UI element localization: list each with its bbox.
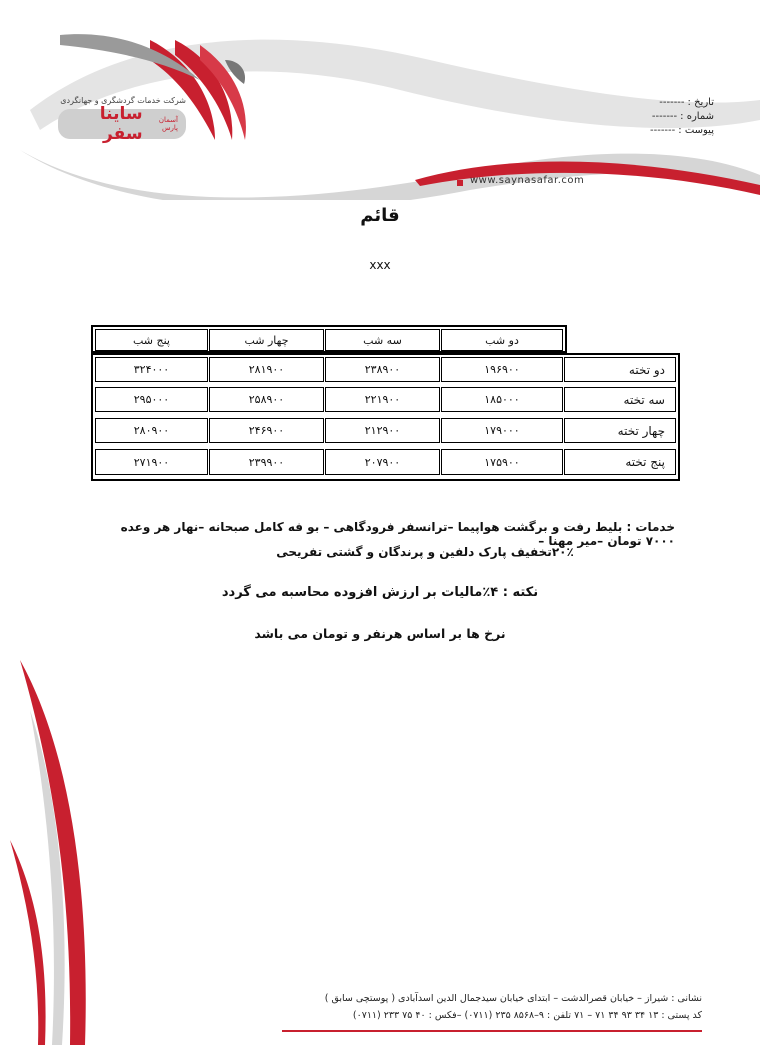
attachment-field: پیوست :------- bbox=[650, 125, 714, 136]
footer-contact bbox=[282, 990, 702, 1024]
document-title: قائم bbox=[360, 205, 400, 226]
side-decoration bbox=[0, 640, 120, 1045]
price-cell: ۱۸۵۰۰۰ bbox=[441, 387, 563, 412]
row-header: سه تخته bbox=[564, 387, 676, 412]
logo-badge bbox=[58, 104, 186, 144]
logo-name: ساینا سفر bbox=[99, 104, 143, 144]
price-cell: ۲۴۶۹۰۰ bbox=[209, 418, 324, 443]
row-header: پنج تخته bbox=[564, 449, 676, 475]
price-cell: ۲۹۵۰۰۰ bbox=[95, 387, 208, 412]
services-line-1: خدمات : بلیط رفت و برگشت هواپیما –ترانسفر فرودگاهی – بو فه کامل صبحانه –نهار هر وعده ۷۰۰۰ تومان –میر مهنا – bbox=[120, 520, 675, 548]
price-cell: ۲۸۱۹۰۰ bbox=[209, 357, 324, 382]
price-cell: ۲۲۱۹۰۰ bbox=[325, 387, 440, 412]
number-field: شماره :------- bbox=[651, 111, 714, 122]
website-url: www.saynasafar.com bbox=[470, 175, 585, 186]
footer-divider bbox=[282, 1030, 702, 1032]
services-line-2: ۲۰٪تخفیف پارک دلفین و پرندگان و گشتی تفریحی bbox=[276, 545, 574, 559]
company-line: شرکت خدمات گردشگری و جهانگردی bbox=[60, 96, 186, 105]
price-cell: ۱۹۶۹۰۰ bbox=[441, 357, 563, 382]
price-cell: ۱۷۹۰۰۰ bbox=[441, 418, 563, 443]
column-header: سه شب bbox=[325, 329, 440, 351]
date-field: تاریخ :------- bbox=[659, 97, 714, 108]
price-cell: ۲۵۸۹۰۰ bbox=[209, 387, 324, 412]
price-cell: ۲۷۱۹۰۰ bbox=[95, 449, 208, 475]
row-header: چهار تخته bbox=[564, 418, 676, 443]
placeholder-text: xxx bbox=[369, 258, 391, 272]
footer-address: نشانی : شیراز – خیابان قصرالدشت – ابتدای خیابان سیدجمال الدین اسدآبادی ( پوستچی سابق ) bbox=[324, 993, 702, 1004]
column-header: دو شب bbox=[441, 329, 563, 351]
tax-note: نکته : ۴٪مالیات بر ارزش افزوده محاسبه می گردد bbox=[221, 585, 539, 600]
row-header: دو تخته bbox=[564, 357, 676, 382]
website-bullet bbox=[457, 180, 463, 186]
column-header: چهار شب bbox=[209, 329, 324, 351]
company-logo bbox=[58, 96, 186, 144]
price-cell: ۲۳۸۹۰۰ bbox=[325, 357, 440, 382]
letter-meta bbox=[650, 96, 717, 138]
price-cell: ۲۰۷۹۰۰ bbox=[325, 449, 440, 475]
price-cell: ۲۸۰۹۰۰ bbox=[95, 418, 208, 443]
rates-note: نرخ ها بر اساس هرنفر و تومان می باشد bbox=[254, 626, 506, 641]
price-cell: ۳۲۴۰۰۰ bbox=[95, 357, 208, 382]
column-header: پنج شب bbox=[95, 329, 208, 351]
footer-phone: کد پستی : ۱۳ ۳۴ ۹۳ ۳۴ ۷۱ – ۷۱ تلفن : ۹–۸۵۶۸ ۲۳۵ (۰۷۱۱) –فکس : ۴۰ ۷۵ ۲۳۳ (۰۷۱۱) bbox=[352, 1010, 702, 1021]
price-cell: ۲۳۹۹۰۰ bbox=[209, 449, 324, 475]
price-cell: ۱۷۵۹۰۰ bbox=[441, 449, 563, 475]
price-cell: ۲۱۲۹۰۰ bbox=[325, 418, 440, 443]
logo-tagline: آسمان پارس bbox=[158, 116, 178, 132]
